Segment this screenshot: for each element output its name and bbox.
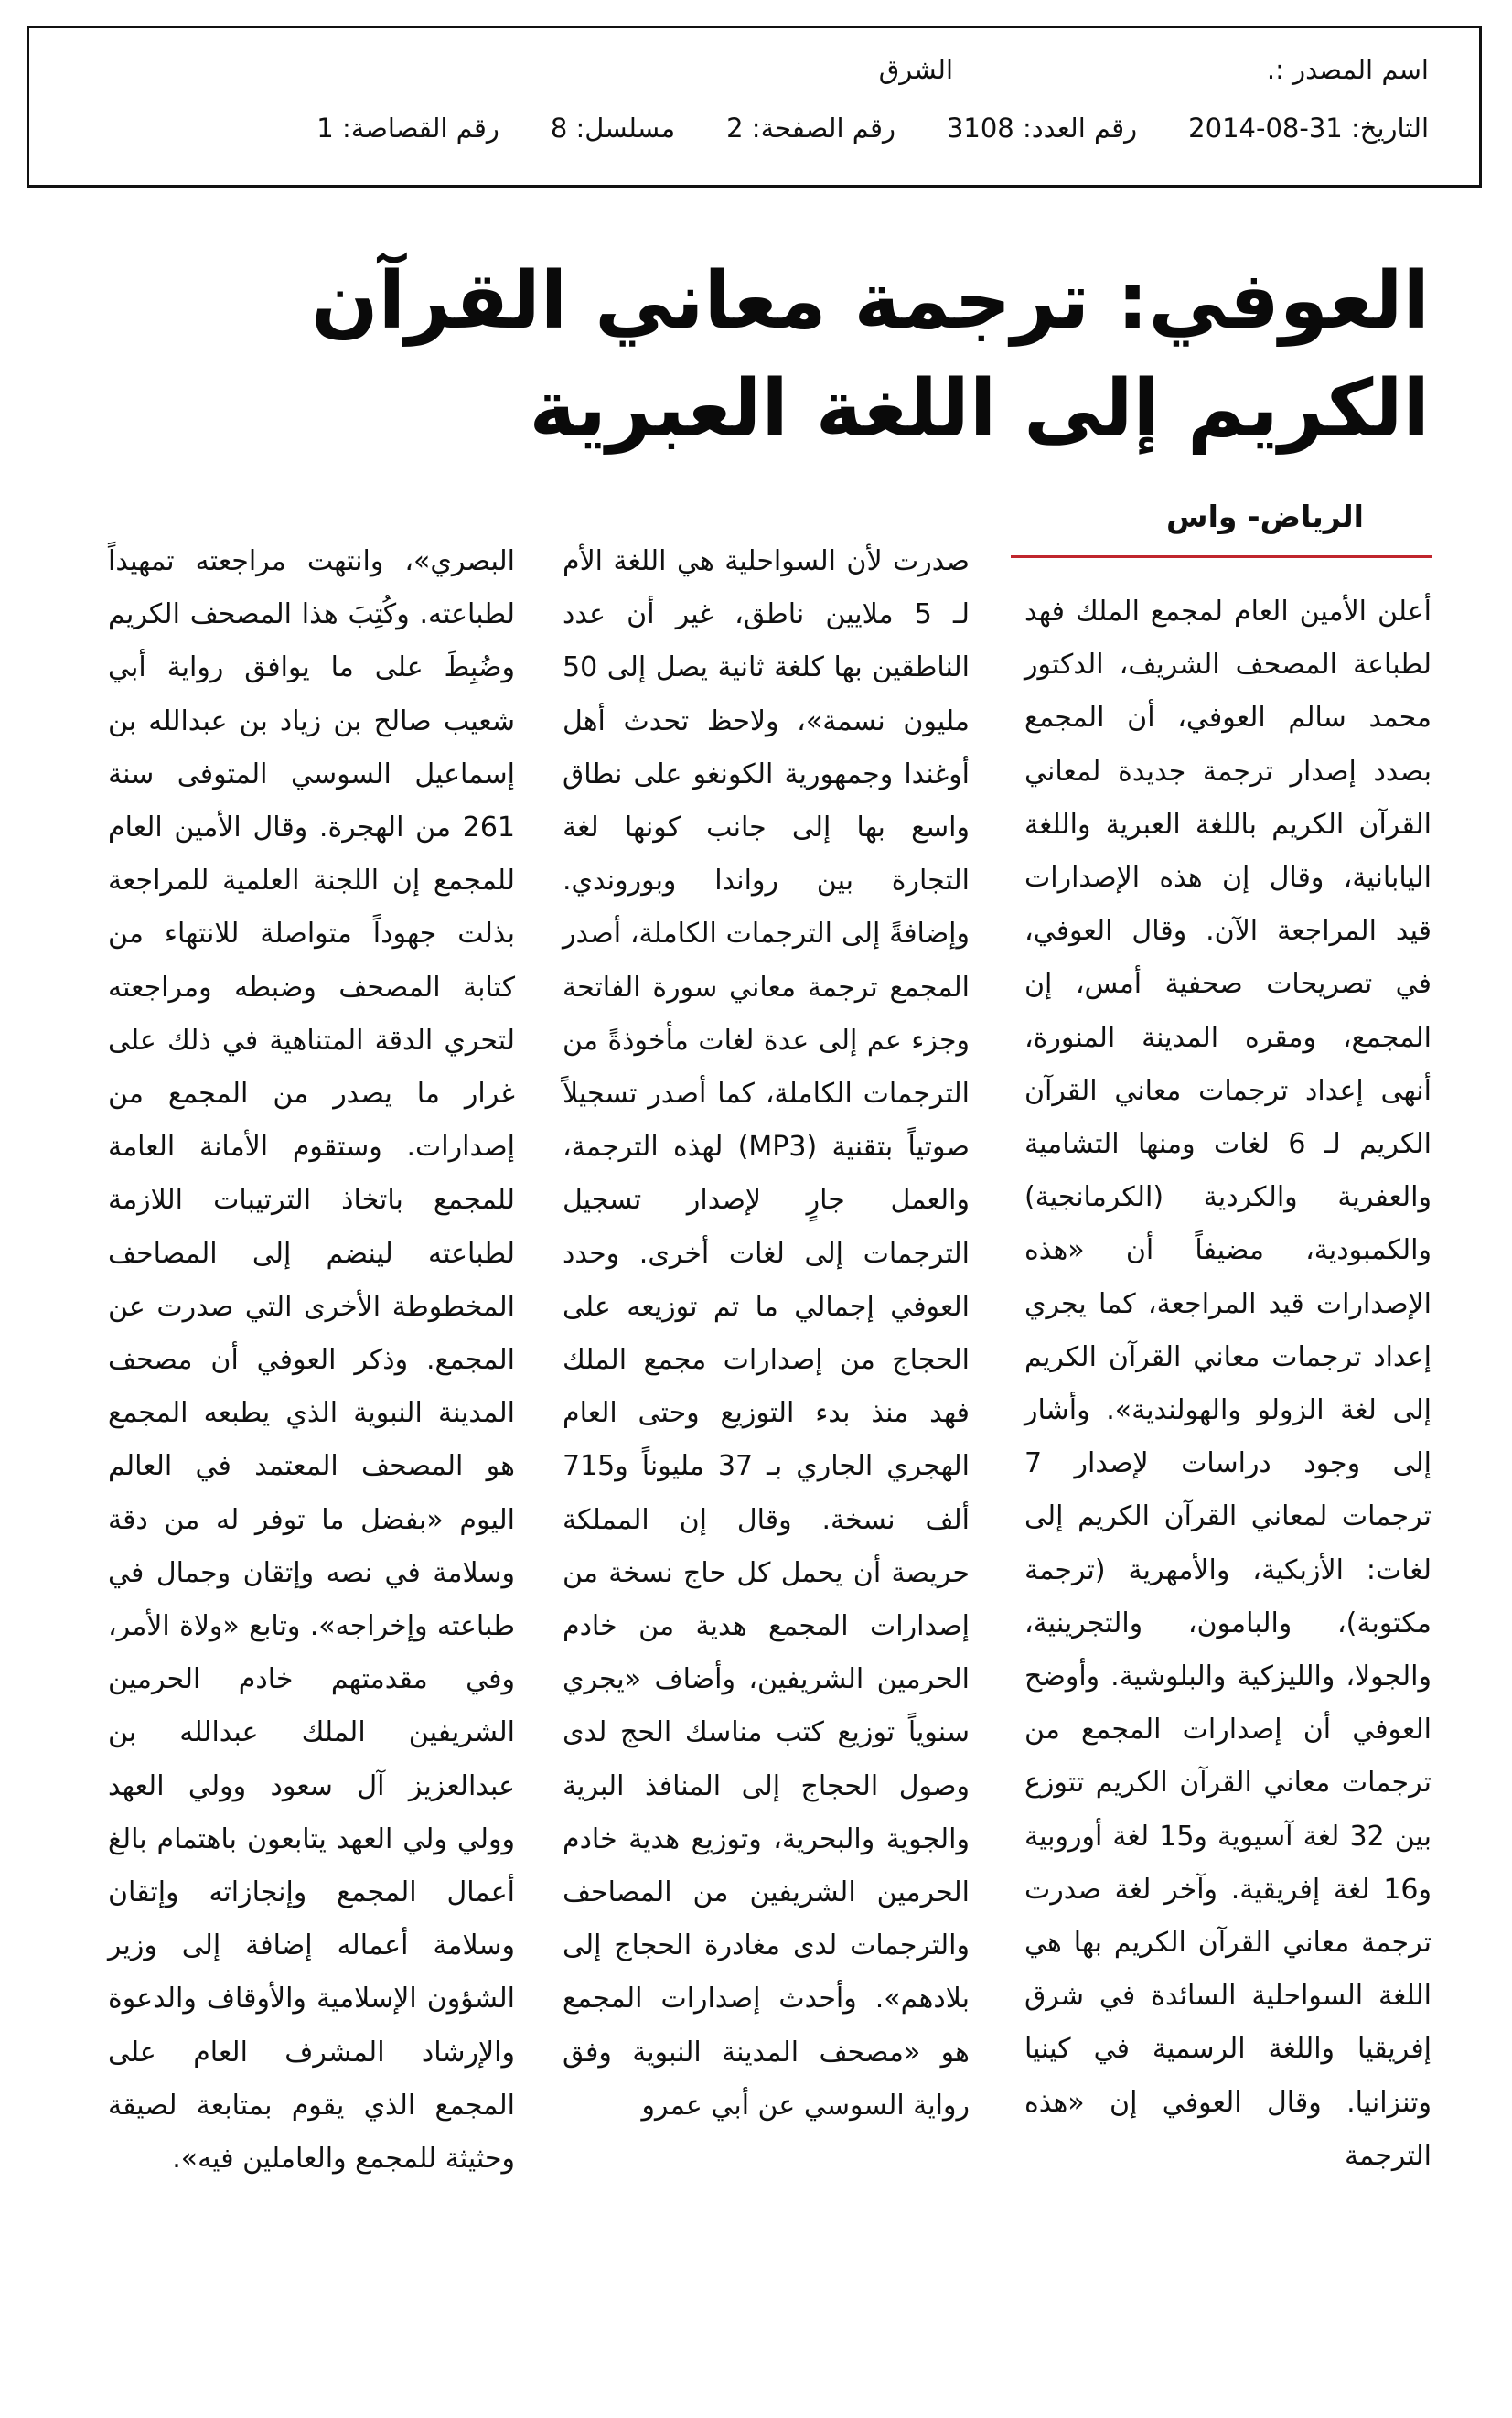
column-1-text: أعلن الأمين العام لمجمع الملك فهد لطباعة المصحف الشريف، الدكتور محمد سالم العوفي، أن المجمع بصدد إصدار ترجمة جديدة لمعاني القرآن الكريم باللغة العبرية واللغة اليابانية، وقال إن هذه الإصدارات قيد المراجعة الآن. وقال العوفي، في تصريحات صحفية أمس، إن المجمع، ومقره المدينة المنورة، أنهى إعداد ترجمات معاني القرآن الكريم لـ 6 لغات ومنها التشامية والعفرية والكردية (الكرمانجية) والكمبودية، مضيفاً أن «هذه الإصدارات قيد المراجعة، كما يجري إعداد ترجمات معاني القرآن الكريم إلى لغة الزولو والهولندية». وأشار إلى وجود دراسات لإصدار 7 ترجمات لمعاني القرآن الكريم إلى لغات: الأزبكية، والأمهرية (ترجمة مكتوبة)، والبامون، والتجرينية، والجولا، والليزكية والبلوشية. وأوضح العوفي أن إصدارات المجمع من ترجمات معاني القرآن الكريم تتوزع بين 32 لغة آسيوية و15 لغة أوروبية و16 لغة إفريقية. وآخر لغة صدرت ترجمة معاني القرآن الكريم بها هي اللغة السواحلية السائدة في شرق إفريقيا واللغة الرسمية في كينيا وتنزانيا. وقال العوفي إن «هذه الترجمة <box>1024 596 1432 2172</box>
column-3-text: البصري»، وانتهت مراجعته تمهيداً لطباعته. وكُتِبَ هذا المصحف الكريم وضُبِطَ على ما يوافق رواية أبي شعيب صالح بن زياد بن عبدالله بن إسماعيل السوسي المتوفى سنة 261 من الهجرة. وقال الأمين العام للمجمع إن اللجنة العلمية للمراجعة بذلت جهوداً متواصلة للانتهاء من كتابة المصحف وضبطه ومراجعته لتحري الدقة المتناهية في ذلك على غرار ما يصدر من المجمع من إصدارات. وستقوم الأمانة العامة للمجمع باتخاذ الترتيبات اللازمة لطباعته لينضم إلى المصاحف المخطوطة الأخرى التي صدرت عن المجمع. وذكر العوفي أن مصحف المدينة النبوية الذي يطبعه المجمع هو المصحف المعتمد في العالم اليوم «بفضل ما توفر له من دقة وسلامة في نصه وإتقان وجمال في طباعته وإخراجه». وتابع «ولاة الأمر، وفي مقدمتهم خادم الحرمين الشريفين الملك عبدالله بن عبدالعزيز آل سعود وولي العهد وولي ولي العهد يتابعون باهتمام بالغ أعمال المجمع وإنجازاته وإتقان وسلامة أعماله إضافة إلى وزير الشؤون الإسلامية والأوقاف والدعوة والإرشاد المشرف العام على المجمع الذي يقوم بمتابعة لصيقة وحثيثة للمجمع والعاملين فيه». <box>108 545 515 2176</box>
issue-field: رقم العدد: 3108 <box>946 113 1138 144</box>
serial-field: مسلسل: 8 <box>550 113 676 144</box>
article-column-1 <box>1024 586 1432 2183</box>
clip-number-field: رقم القصاصة: 1 <box>316 113 499 144</box>
article-headline: العوفي: ترجمة معاني القرآن الكريم إلى اللغة العبرية <box>311 255 1430 455</box>
column-2-text: صدرت لأن السواحلية هي اللغة الأم لـ 5 ملايين ناطق، غير أن عدد الناطقين بها كلغة ثانية يصل إلى 50 مليون نسمة»، ولاحظ تحدث أهل أوغندا وجمهورية الكونغو على نطاق واسع بها إلى جانب كونها لغة التجارة بين رواندا وبوروندي. وإضافةً إلى الترجمات الكاملة، أصدر المجمع ترجمة معاني سورة الفاتحة وجزء عم إلى عدة لغات مأخوذةً من الترجمات الكاملة، كما أصدر تسجيلاً صوتياً بتقنية (MP3) لهذه الترجمة، والعمل جارٍ لإصدار تسجيل الترجمات إلى لغات أخرى. وحدد العوفي إجمالي ما تم توزيعه على الحجاج من إصدارات مجمع الملك فهد منذ بدء التوزيع وحتى العام الهجري الجاري بـ 37 مليوناً و715 ألف نسخة. وقال إن المملكة حريصة أن يحمل كل حاج نسخة من إصدارات المجمع هدية من خادم الحرمين الشريفين، وأضاف «يجري سنوياً توزيع كتب مناسك الحج لدى وصول الحجاج إلى المنافذ البرية والجوية والبحرية، وتوزيع هدية خادم الحرمين الشريفين من المصاحف والترجمات لدى مغادرة الحجاج إلى بلادهم». وأحدث إصدارات المجمع هو «مصحف المدينة النبوية وفق رواية السوسي عن أبي عمرو <box>563 545 970 2122</box>
date-field: التاريخ: 31-08-2014 <box>1188 113 1429 144</box>
source-label: اسم المصدر :. <box>1266 54 1429 85</box>
clipping-info-box <box>27 26 1482 188</box>
byline-rule <box>1011 555 1432 558</box>
meta-row <box>66 113 1429 144</box>
source-row <box>66 54 1429 85</box>
page-field: رقم الصفحة: 2 <box>726 113 895 144</box>
article-column-2 <box>563 535 970 2133</box>
article-byline: الرياض- واس <box>1166 499 1364 534</box>
article-column-3 <box>108 535 515 2186</box>
source-value: الشرق <box>878 54 953 85</box>
